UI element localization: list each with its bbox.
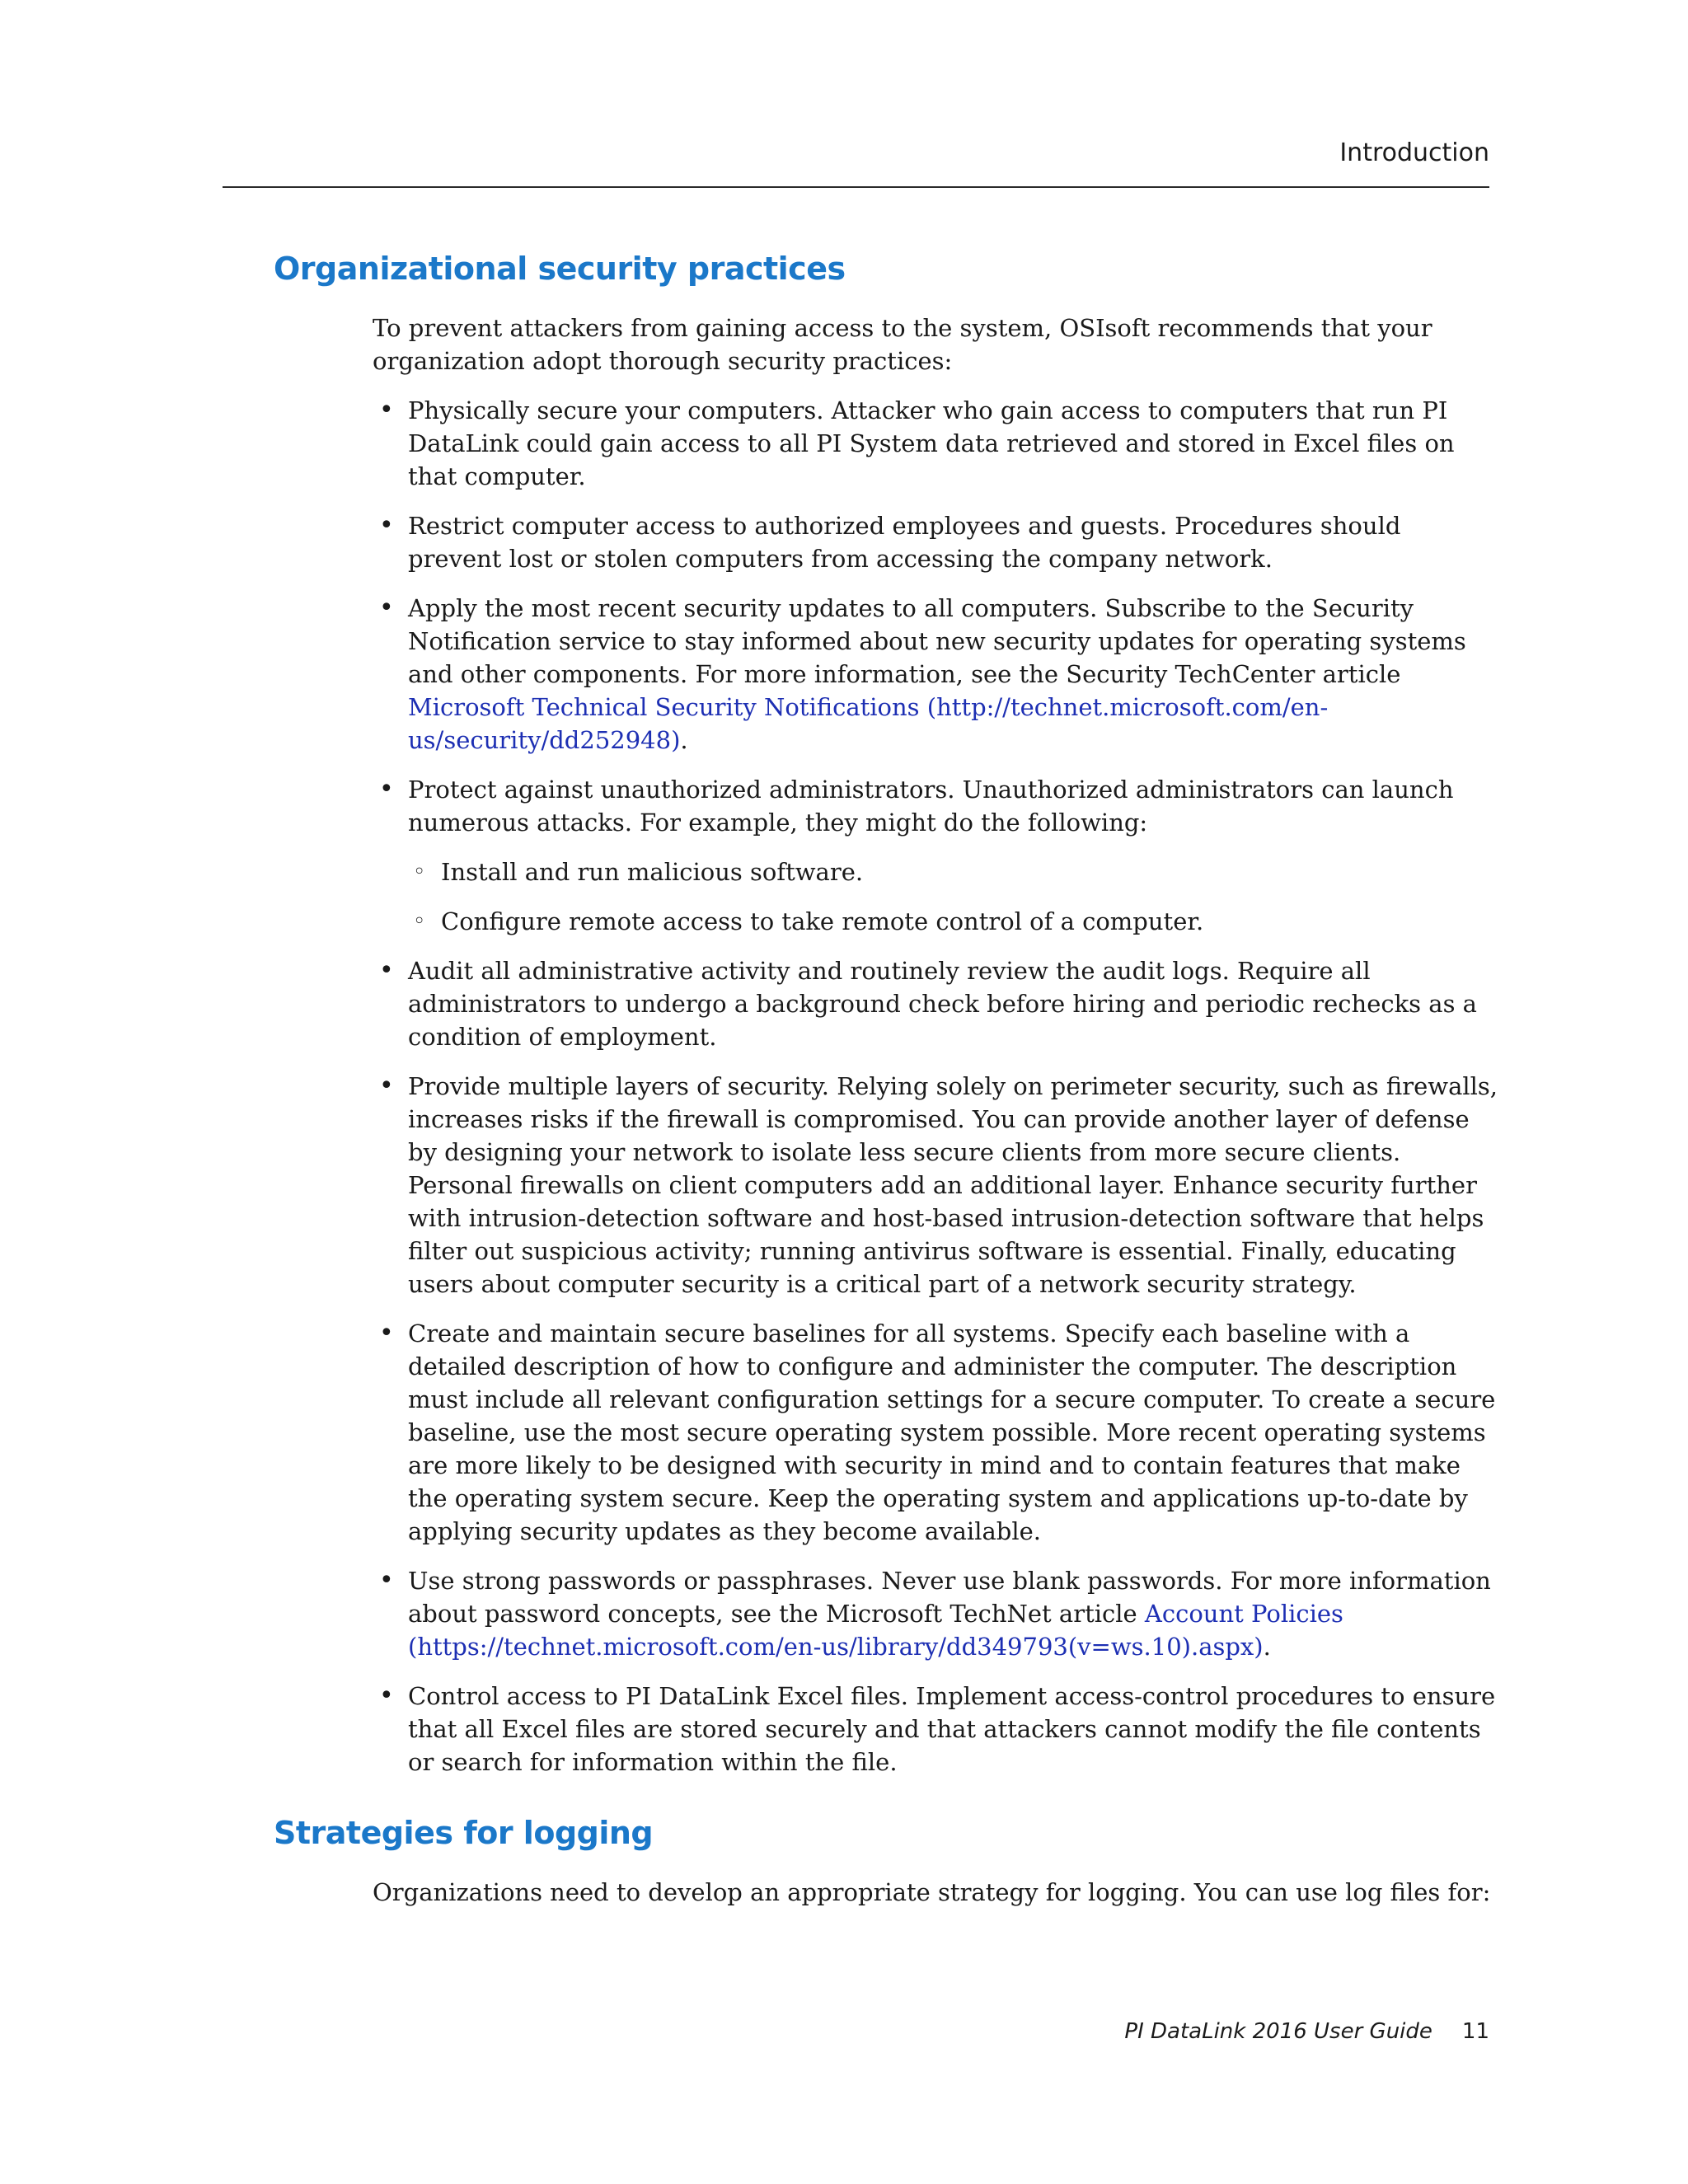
sub-list-item: ◦ Configure remote access to take remote control of a computer. [408,905,1502,938]
security-practices-list [373,394,1502,1779]
page-number: 11 [1461,2019,1489,2044]
link-microsoft-security-notifications[interactable]: Microsoft Technical Security Notifications (http://technet.microsoft.com/en-us/security/dd252948) [408,693,1329,754]
section-logging-body [373,1876,1502,1909]
section-intro: Organizations need to develop an appropriate strategy for logging. You can use log files for: [373,1878,1491,1906]
list-item: • Restrict computer access to authorized employees and guests. Procedures should prevent lost or stolen computers from accessing the company network. [373,509,1502,575]
section-title-security-practices: Organizational security practices [274,251,846,287]
section-title-logging: Strategies for logging [274,1815,654,1851]
running-header: Introduction [1339,138,1489,167]
sub-list-item: ◦ Install and run malicious software. [408,855,1502,888]
list-item: • Create and maintain secure baselines for all systems. Specify each baseline with a detailed description of how to configure and administer the computer. The description must include all relevant configuration settings for a secure computer. To create a secure baseline, use the most secure operating system possible. More recent operating systems are more likely to be designed with security in mind and to contain features that make the operating system secure. Keep the operating system and applications up-to-date by applying security updates as they become available. [373,1317,1502,1548]
list-item: • Protect against unauthorized administrators. Unauthorized administrators can launch numerous attacks. For example, they might do the following: ◦ Install and run malicious software. ◦ Configure remote access to take remote control of a computer. [373,773,1502,938]
section-intro: To prevent attackers from gaining access to the system, OSIsoft recommends that your organization adopt thorough security practices: [373,314,1432,375]
header-rule [223,186,1489,188]
list-item: • Audit all administrative activity and routinely review the audit logs. Require all administrators to undergo a background check before hiring and periodic rechecks as a condition of employment. [373,954,1502,1053]
sub-list [408,855,1502,938]
guide-title: PI DataLink 2016 User Guide [1124,2019,1432,2044]
link-account-policies[interactable]: Account Policies (https://technet.microsoft.com/en-us/library/dd349793(v=ws.10).aspx) [408,1600,1343,1661]
list-item: • Control access to PI DataLink Excel files. Implement access-control procedures to ensure that all Excel files are stored securely and that attackers cannot modify the file contents or search for information within the file. [373,1680,1502,1779]
list-item: • Apply the most recent security updates to all computers. Subscribe to the Security Notification service to stay informed about new security updates for operating systems and other components. For more information, see the Security TechCenter article Microsoft Technical Security Notifications (http://technet.microsoft.com/en-us/security/dd252948). [373,592,1502,757]
list-item: • Physically secure your computers. Attacker who gain access to computers that run PI DataLink could gain access to all PI System data retrieved and stored in Excel files on that computer. [373,394,1502,493]
list-item: • Use strong passwords or passphrases. Never use blank passwords. For more information about password concepts, see the Microsoft TechNet article Account Policies (https://technet.microsoft.com/en-us/library/dd349793(v=ws.10).aspx). [373,1564,1502,1663]
page-footer [1071,2019,1489,2044]
list-item: • Provide multiple layers of security. Relying solely on perimeter security, such as firewalls, increases risks if the firewall is compromised. You can provide another layer of defense by designing your network to isolate less secure clients from more secure clients. Personal firewalls on client computers add an additional layer. Enhance security further with intrusion-detection software and host-based intrusion-detection software that helps filter out suspicious activity; running antivirus software is essential. Finally, educating users about computer security is a critical part of a network security strategy. [373,1070,1502,1301]
section-security-practices-body [373,312,1502,1795]
